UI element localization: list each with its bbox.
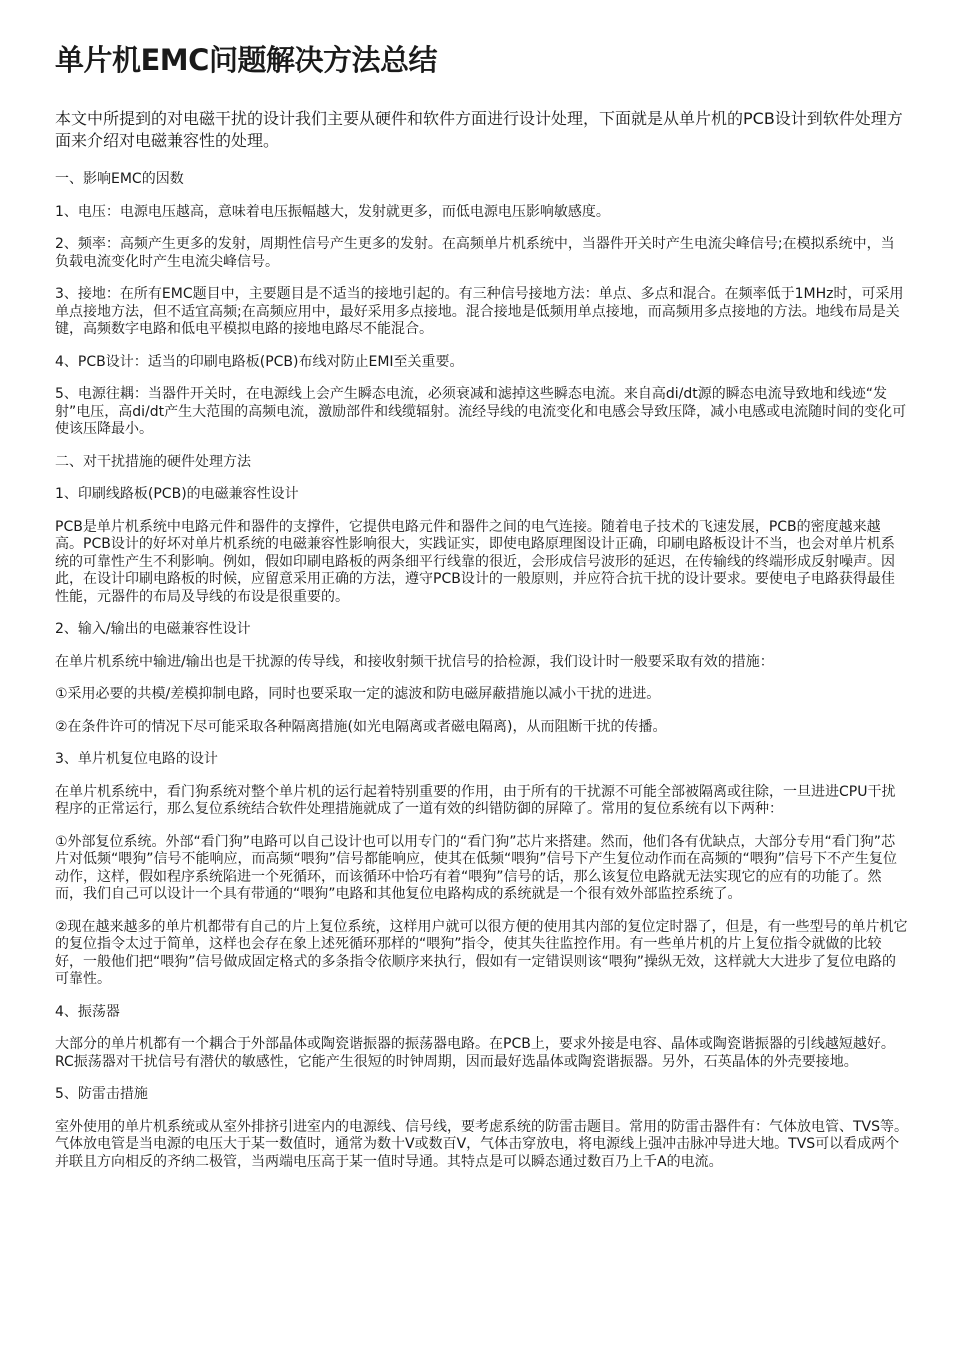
factor-power-decoupling: 5、电源往耦：当器件开关时，在电源线上会产生瞬态电流，必须衰减和滤掉这些瞬态电流。来自高di/dt源的瞬态电流导致地和线迹“发射”电压，高di/dt产生大范围的高频电流，激励部件和线缆辐射。流经导线的电流变化和电感会导致压降，减小电感或电流随时间的变化可使该压降最小。 xyxy=(55,386,907,437)
subheading-io-emc: 2、输入/输出的电磁兼容性设计 xyxy=(55,621,251,637)
subheading-pcb-emc: 1、印刷线路板(PCB)的电磁兼容性设计 xyxy=(55,486,299,502)
paragraph-oscillator: 大部分的单片机都有一个耦合于外部晶体或陶瓷谐振器的振荡器电路。在PCB上，要求外接是电容、晶体或陶瓷谐振器的引线越短越好。RC振荡器对干扰信号有潜伏的敏感性，它能产生很短的时钟周期，因而最好选晶体或陶瓷谐振器。另外，石英晶体的外壳要接地。 xyxy=(55,1036,895,1070)
subheading-reset-circuit: 3、单片机复位电路的设计 xyxy=(55,751,218,767)
paragraph-pcb-emc: PCB是单片机系统中电路元件和器件的支撑件，它提供电路元件和器件之间的电气连接。随着电子技术的飞速发展，PCB的密度越来越高。PCB设计的好坏对单片机系统的电磁兼容性影响很大，实践证实，即使电路原理图设计正确，印刷电路板设计不当，也会对单片机系统的可靠性产生不利影响。例如，假如印刷电路板的两条细平行线靠的很近，会形成信号波形的延迟，在传输线的终端形成反射噪声。因此，在设计印刷电路板的时候，应留意采用正确的方法，遵守PCB设计的一般原则，并应符合抗干扰的设计要求。要使电子电路获得最佳性能，元器件的布局及导线的布设是很重要的。 xyxy=(55,518,895,605)
subheading-oscillator: 4、振荡器 xyxy=(55,1003,120,1020)
paragraph-reset-circuit: 在单片机系统中，看门狗系统对整个单片机的运行起着特别重要的作用，由于所有的干扰源不可能全部被隔离或往除，一旦进进CPU干扰程序的正常运行，那么复位系统结合软件处理措施就成了一道有效的纠错防御的屏障了。常用的复位系统有以下两种： xyxy=(55,783,896,817)
io-measure-1: ①采用必要的共模/差模抑制电路，同时也要采取一定的滤波和防电磁屏蔽措施以减小干扰的进进。 xyxy=(55,686,661,702)
paragraph-io-emc: 在单片机系统中输进/输出也是干扰源的传导线，和接收射频干扰信号的拾检源，我们设计时一般要采取有效的措施： xyxy=(55,653,774,670)
section-heading-factors: 一、影响EMC的因数 xyxy=(55,171,184,187)
factor-grounding: 3、接地：在所有EMC题目中，主要题目是不适当的接地引起的。有三种信号接地方法：单点、多点和混合。在频率低于1MHz时，可采用单点接地方法，但不适宜高频;在高频应用中，最好采用多点接地。混合接地是低频用单点接地，而高频用多点接地的方法。地线布局是关键，高频数字电路和低电平模拟电路的接地电路尽不能混合。 xyxy=(55,286,904,337)
section-heading-hardware: 二、对干扰措施的硬件处理方法 xyxy=(55,453,251,470)
page-title: 单片机EMC问题解决方法总结 xyxy=(55,43,437,77)
io-measure-2: ②在条件许可的情况下尽可能采取各种隔离措施(如光电隔离或者磁电隔离)，从而阻断干扰的传播。 xyxy=(55,718,667,735)
reset-external-watchdog: ①外部复位系统。外部“看门狗”电路可以自己设计也可以用专门的“看门狗”芯片来搭建。然而，他们各有优缺点，大部分专用“看门狗”芯片对低频“喂狗”信号不能响应，而高频“喂狗”信号都能响应，使其在低频“喂狗”信号下产生复位动作而在高频的“喂狗”信号下不产生复位动作，这样，假如程序系统陷进一个死循环，而该循环中恰巧有着“喂狗”信号的话，那么该复位电路就无法实现它的应有的功能了。然而，我们自己可以设计一个具有带通的“喂狗”电路和其他复位电路构成的系统就是一个很有效外部监控系统了。 xyxy=(55,833,898,902)
factor-frequency: 2、频率：高频产生更多的发射，周期性信号产生更多的发射。在高频单片机系统中，当器件开关时产生电流尖峰信号;在模拟系统中，当负载电流变化时产生电流尖峰信号。 xyxy=(55,236,895,270)
factor-pcb-design: 4、PCB设计：适当的印刷电路板(PCB)布线对防止EMI至关重要。 xyxy=(55,353,464,370)
paragraph-lightning-protection: 室外使用的单片机系统或从室外排挤引进室内的电源线、信号线，要考虑系统的防雷击题目。常用的防雷击器件有：气体放电管、TVS等。气体放电管是当电源的电压大于某一数值时，通常为数十V或数百V，气体击穿放电，将电源线上强冲击脉冲导进大地。TVS可以看成两个并联且方向相反的齐纳二极管，当两端电压高于某一值时导通。其特点是可以瞬态通过数百乃上千A的电流。 xyxy=(55,1118,909,1170)
reset-onchip-watchdog: ②现在越来越多的单片机都带有自己的片上复位系统，这样用户就可以很方便的使用其内部的复位定时器了，但是，有一些型号的单片机它的复位指令太过于简单，这样也会存在象上述死循环那样的“喂狗”指令，使其失往监控作用。有一些单片机的片上复位指令就做的比较好，一般他们把“喂狗”信号做成固定格式的多条指令依顺序来执行，假如有一定错误则该“喂狗”操纵无效，这样就大大进步了复位电路的可靠性。 xyxy=(55,918,908,987)
factor-voltage: 1、电压：电源电压越高，意味着电压振幅越大，发射就更多，而低电源电压影响敏感度。 xyxy=(55,203,610,220)
subheading-lightning-protection: 5、防雷击措施 xyxy=(55,1086,148,1102)
intro-paragraph: 本文中所提到的对电磁干扰的设计我们主要从硬件和软件方面进行设计处理，下面就是从单片机的PCB设计到软件处理方面来介绍对电磁兼容性的处理。 xyxy=(55,109,903,150)
